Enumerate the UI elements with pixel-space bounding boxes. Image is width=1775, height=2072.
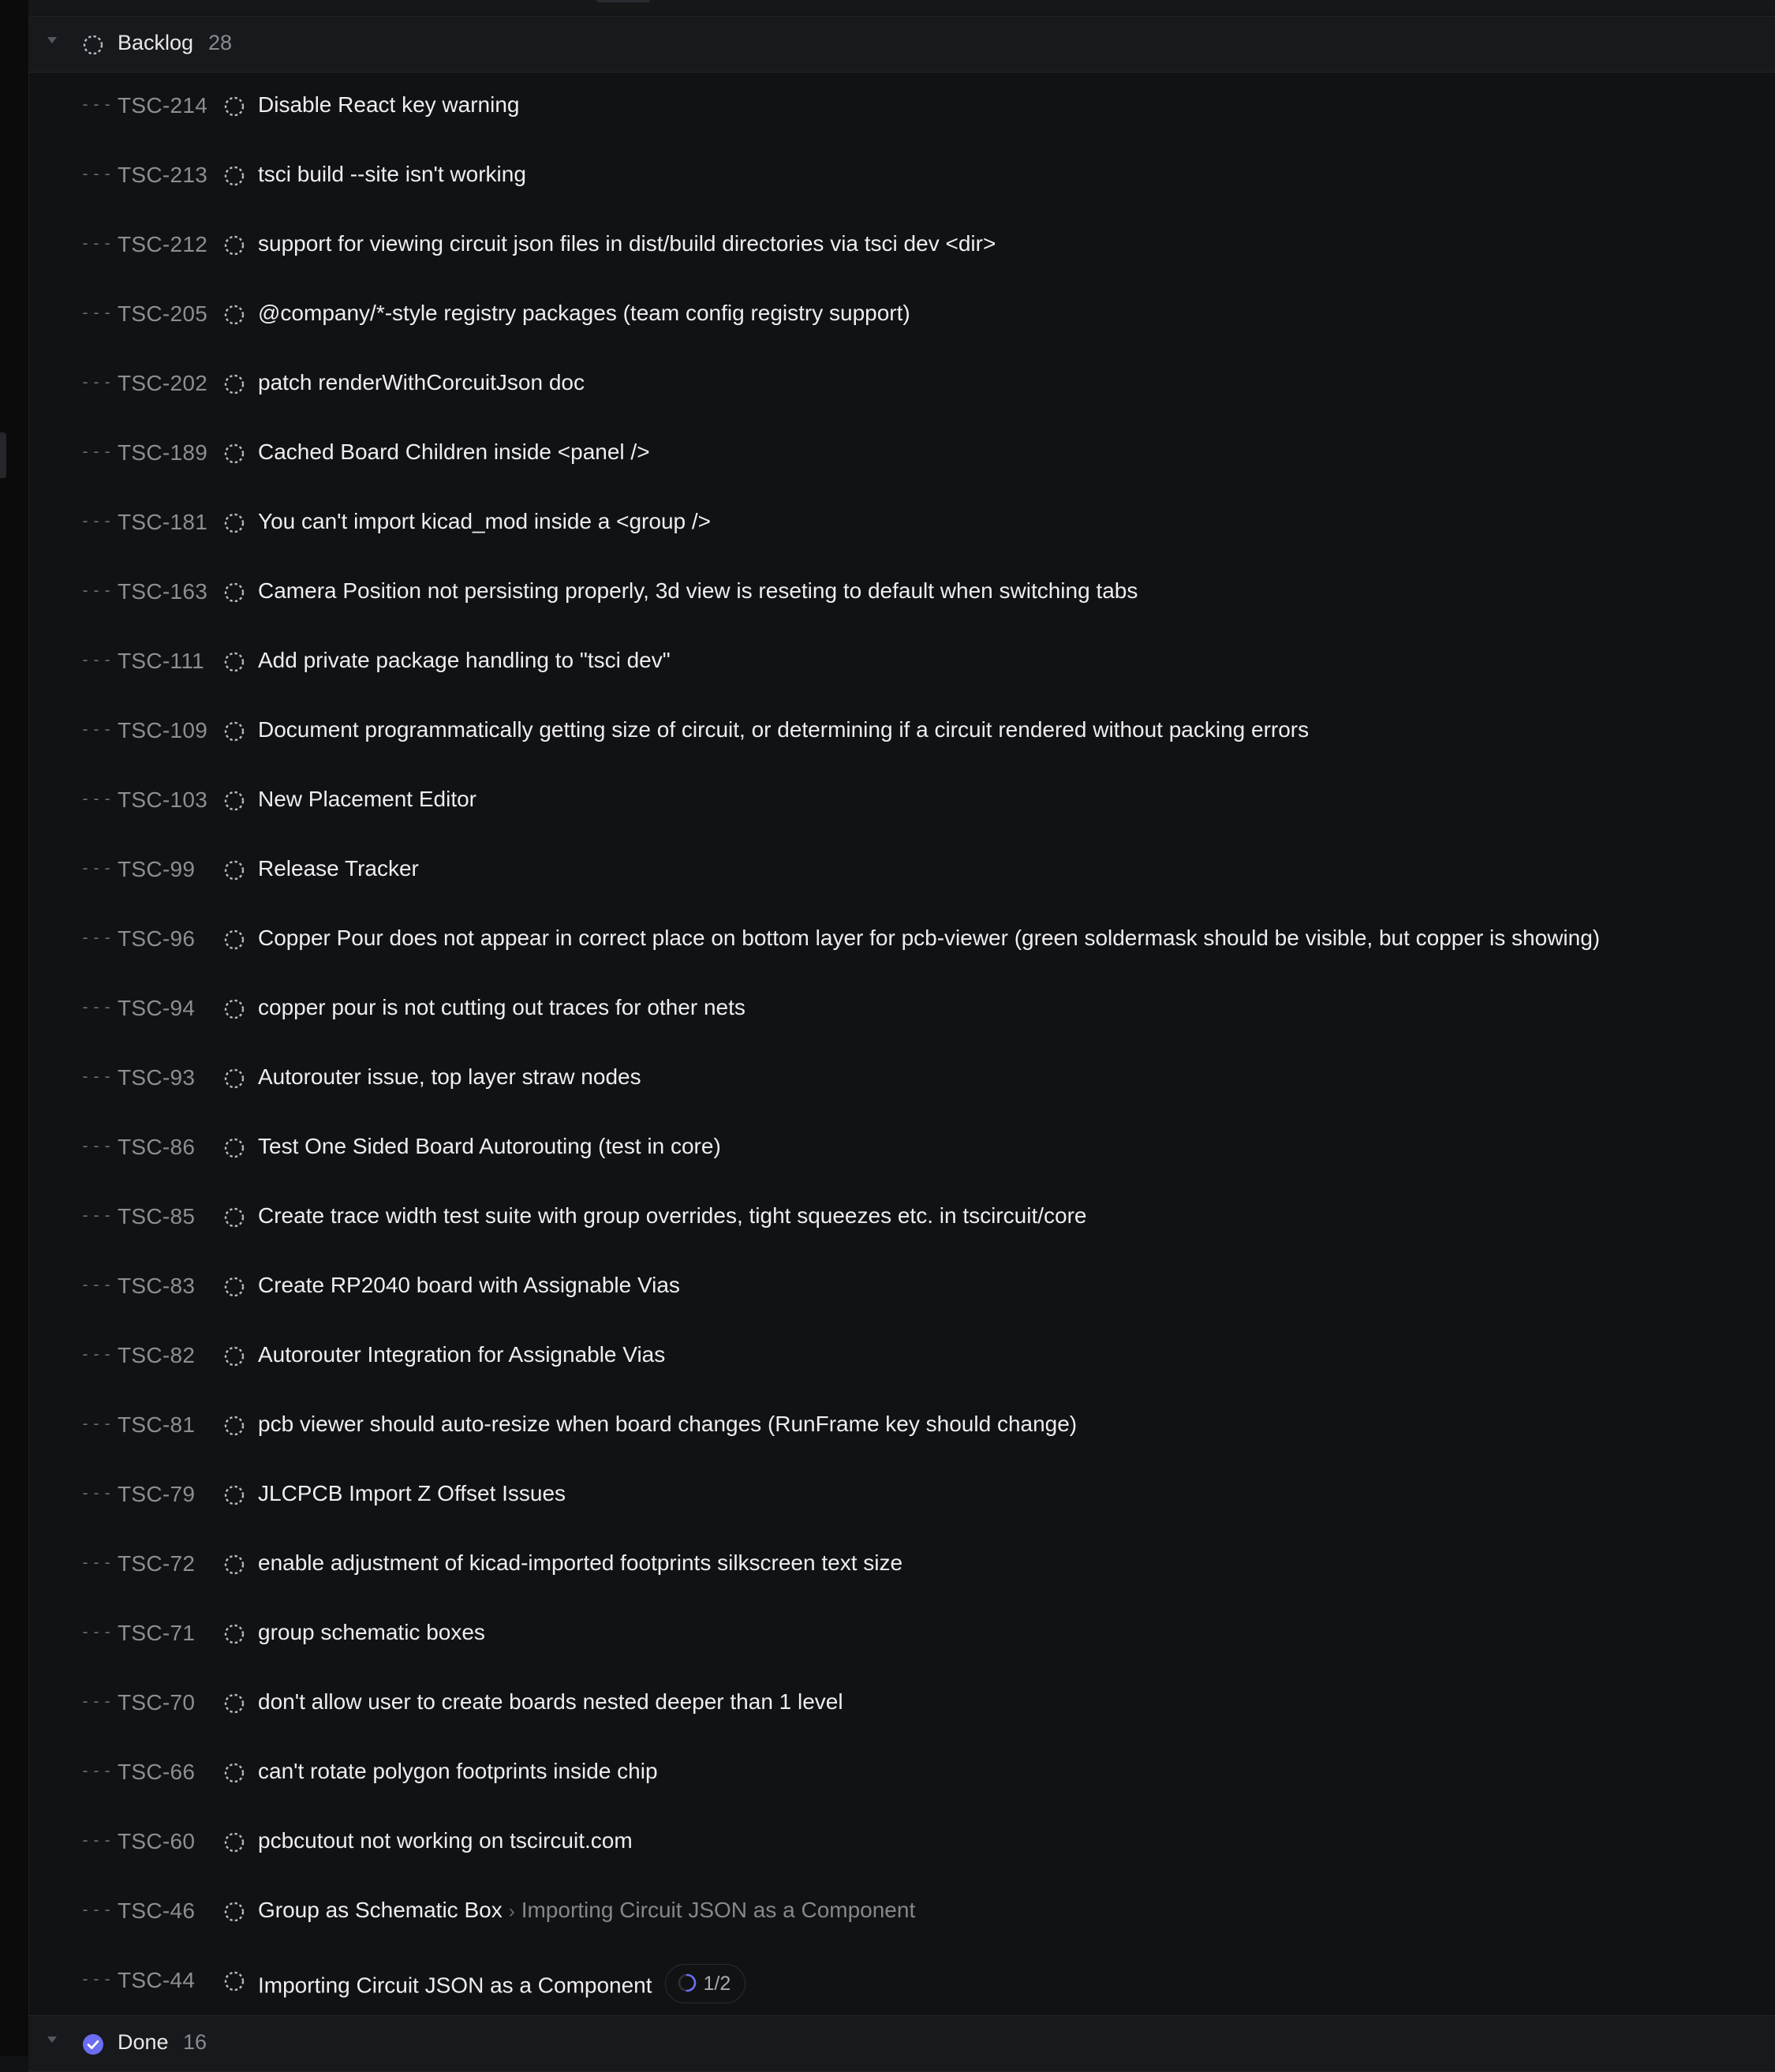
issue-row[interactable]: --- TSC-60 pcbcutout not working on tscircuit.com [80,1828,633,1853]
issue-identifier: TSC-79 [118,1482,196,1506]
issue-title-group[interactable] [258,648,671,673]
issue-row[interactable]: --- TSC-99 Release Tracker [80,856,419,881]
backlog-status-icon[interactable] [223,1276,245,1298]
issue-title[interactable]: Autorouter Integration for Assignable Vias [258,1342,666,1367]
sub-issues-progress-badge[interactable] [665,1964,746,2003]
group-title: Done [118,2030,169,2054]
issue-identifier: TSC-163 [118,579,208,604]
backlog-status-icon[interactable] [223,1970,245,1992]
backlog-status-icon[interactable] [223,1554,245,1576]
issue-title-group[interactable] [258,787,476,812]
issue-title-group[interactable] [258,1550,902,1576]
issue-row[interactable]: --- TSC-103 New Placement Editor [80,787,477,812]
issue-row[interactable]: --- TSC-213 tsci build --site isn't working [80,162,526,187]
issue-row[interactable]: --- TSC-111 Add private package handling to "tsci dev" [80,648,671,673]
issue-identifier: TSC-202 [118,371,208,395]
chevron-down-icon[interactable] [47,37,57,43]
issue-identifier: TSC-189 [118,440,208,465]
issue-title-group[interactable] [258,717,1309,742]
backlog-status-icon[interactable] [223,720,245,742]
issue-identifier: TSC-181 [118,510,208,534]
issue-title[interactable]: Camera Position not persisting properly, 3d view is reseting to default when switching tabs [258,578,1138,603]
issue-title[interactable]: group schematic boxes [258,1620,485,1644]
issue-row[interactable]: --- TSC-46 Group as Schematic Box › Importing Circuit JSON as a Component [80,1898,916,1923]
issue-identifier: TSC-96 [118,926,196,951]
issue-title[interactable]: Cached Board Children inside <panel /> [258,439,650,464]
issue-identifier: TSC-85 [118,1204,196,1229]
issue-row[interactable]: --- TSC-79 JLCPCB Import Z Offset Issues [80,1481,566,1506]
backlog-status-icon[interactable] [223,1484,245,1506]
issue-identifier: TSC-82 [118,1343,196,1367]
issue-title-group[interactable] [258,509,711,534]
issue-identifier: TSC-212 [118,232,208,256]
issue-title-group[interactable] [258,231,996,256]
issue-title[interactable]: Group as Schematic Box [258,1898,503,1922]
issue-title-group[interactable] [258,1342,665,1367]
issue-title-group[interactable] [258,926,1600,951]
issue-title-group[interactable] [258,1967,746,2007]
issue-title-group[interactable] [258,1481,566,1506]
sidebar-edge [0,0,29,2056]
issue-title-group[interactable] [258,856,419,881]
group-count: 16 [183,2030,207,2054]
issue-identifier: TSC-71 [118,1621,196,1645]
issue-row[interactable]: --- TSC-86 Test One Sided Board Autorouting (test in core) [80,1134,721,1159]
sub-issues-count: 1/2 [703,1973,731,1995]
issue-identifier: TSC-213 [118,163,208,187]
parent-separator: › [508,1901,515,1922]
issue-identifier: TSC-70 [118,1690,196,1715]
issue-identifier: TSC-109 [118,718,208,742]
backlog-status-icon[interactable] [223,651,245,673]
issue-identifier: TSC-81 [118,1412,196,1437]
issue-title[interactable]: Document programmatically getting size of circuit, or determining if a circuit rendered without packing errors [258,717,1310,742]
issue-identifier: TSC-93 [118,1065,196,1090]
issue-rows [28,71,1775,2015]
list-top-bar [28,0,1775,14]
issue-title[interactable]: Copper Pour does not appear in correct place on bottom layer for pcb-viewer (green soldermask should be visible, but copper is showing) [258,926,1601,950]
issue-title[interactable]: Create trace width test suite with group overrides, tight squeezes etc. in tscircuit/core [258,1203,1087,1228]
issue-row[interactable]: --- TSC-96 Copper Pour does not appear in correct place on bottom layer for pcb-viewer (green soldermask should be visible, but copper is showing) [80,926,1601,951]
group-count: 28 [208,31,233,54]
backlog-status-icon[interactable] [223,304,245,326]
issue-identifier: TSC-46 [118,1898,196,1923]
issue-identifier: TSC-66 [118,1760,196,1784]
issue-row[interactable]: --- TSC-212 support for viewing circuit json files in dist/build directories via tsci dev <dir> [80,231,996,256]
scroll-indicator [596,0,650,2]
issue-title-group[interactable] [258,370,585,395]
issue-title-group[interactable] [258,1620,485,1645]
issue-row[interactable]: --- TSC-71 group schematic boxes [80,1620,485,1645]
done-status-icon [82,2033,104,2055]
issue-title-group[interactable] [258,1412,1077,1437]
issue-row[interactable]: --- TSC-44 Importing Circuit JSON as a Component 1/2 [28,1946,1775,2015]
backlog-status-icon [82,34,104,56]
issue-row[interactable]: --- TSC-205 @company/*-style registry packages (team config registry support) [80,301,910,326]
issue-row[interactable]: --- TSC-82 Autorouter Integration for Assignable Vias [80,1342,666,1367]
group-header-backlog[interactable] [28,16,1775,73]
issue-row[interactable]: --- TSC-214 Disable React key warning [80,92,520,118]
issue-row[interactable]: --- TSC-81 pcb viewer should auto-resize when board changes (RunFrame key should change) [80,1412,1078,1437]
issue-title-group[interactable] [258,439,650,465]
backlog-status-icon[interactable] [223,1415,245,1437]
issue-title[interactable]: @company/*-style registry packages (team config registry support) [258,301,910,325]
sidebar-resize-handle[interactable] [0,432,6,478]
issue-row[interactable]: --- TSC-181 You can't import kicad_mod inside a <group /> [80,509,711,534]
issue-row[interactable]: --- TSC-66 can't rotate polygon footprints inside chip [80,1759,658,1784]
issue-row[interactable]: --- TSC-93 Autorouter issue, top layer straw nodes [80,1064,641,1090]
issue-identifier: TSC-60 [118,1829,196,1853]
issue-title-group[interactable] [258,1898,915,1923]
issue-title[interactable]: support for viewing circuit json files in dist/build directories via tsci dev <dir> [258,231,996,256]
issue-title[interactable]: patch renderWithCorcuitJson doc [258,370,585,395]
issue-row[interactable]: --- TSC-94 copper pour is not cutting out traces for other nets [80,995,746,1020]
issue-title-group[interactable] [258,578,1138,604]
issue-row[interactable]: --- TSC-189 Cached Board Children inside <panel /> [80,439,650,465]
backlog-status-icon[interactable] [223,373,245,395]
issue-title[interactable]: JLCPCB Import Z Offset Issues [258,1481,566,1505]
issue-title[interactable]: Add private package handling to "tsci dev" [258,648,671,672]
issue-row[interactable]: --- TSC-85 Create trace width test suite with group overrides, tight squeezes etc. in tscircuit/core [80,1203,1087,1229]
issue-title[interactable]: You can't import kicad_mod inside a <group /> [258,509,711,533]
issue-identifier: TSC-99 [118,857,196,881]
issue-identifier: TSC-94 [118,996,196,1020]
issue-title-group[interactable] [258,1689,843,1715]
group-header-done[interactable] [28,2015,1775,2072]
issue-row[interactable]: --- TSC-202 patch renderWithCorcuitJson doc [80,370,585,395]
backlog-status-icon[interactable] [223,929,245,951]
backlog-status-icon[interactable] [223,1831,245,1853]
issue-row[interactable]: --- TSC-109 Document programmatically getting size of circuit, or determining if a circuit rendered without packing errors [80,717,1310,742]
issue-title-group[interactable] [258,301,910,326]
issue-title[interactable]: pcb viewer should auto-resize when board changes (RunFrame key should change) [258,1412,1078,1436]
backlog-status-icon[interactable] [223,790,245,812]
issue-identifier: TSC-83 [118,1273,196,1298]
backlog-status-icon[interactable] [223,998,245,1020]
issue-title-group[interactable] [258,1273,680,1298]
issue-title-group[interactable] [258,92,520,118]
backlog-status-icon[interactable] [223,165,245,187]
backlog-status-icon[interactable] [223,95,245,118]
issue-title-group[interactable] [258,1759,658,1784]
backlog-status-icon[interactable] [223,582,245,604]
issue-title-group[interactable] [258,162,526,187]
issue-identifier: TSC-205 [118,301,208,326]
issue-title[interactable]: Disable React key warning [258,92,520,117]
issue-title[interactable]: copper pour is not cutting out traces for other nets [258,995,746,1019]
issue-title[interactable]: enable adjustment of kicad-imported footprints silkscreen text size [258,1550,903,1575]
issue-identifier: TSC-72 [118,1551,196,1576]
issue-title[interactable]: Autorouter issue, top layer straw nodes [258,1064,641,1089]
issue-title[interactable]: Create RP2040 board with Assignable Vias [258,1273,680,1297]
issue-identifier: TSC-86 [118,1135,196,1159]
backlog-status-icon[interactable] [223,1901,245,1923]
issue-title-group[interactable] [258,1828,633,1853]
issue-title[interactable]: don't allow user to create boards nested deeper than 1 level [258,1689,843,1714]
backlog-status-icon[interactable] [223,1345,245,1367]
issue-title[interactable]: tsci build --site isn't working [258,162,526,186]
backlog-status-icon[interactable] [223,1137,245,1159]
issue-row[interactable]: --- TSC-72 enable adjustment of kicad-imported footprints silkscreen text size [80,1550,903,1576]
issue-row[interactable]: --- TSC-83 Create RP2040 board with Assignable Vias [80,1273,680,1298]
parent-issue-link[interactable]: Importing Circuit JSON as a Component [521,1898,916,1922]
issue-title[interactable]: Importing Circuit JSON as a Component [258,1973,652,1998]
issue-title[interactable]: pcbcutout not working on tscircuit.com [258,1828,633,1853]
issue-title[interactable]: Release Tracker [258,856,419,881]
issue-identifier: TSC-214 [118,93,208,118]
issue-title-group[interactable] [258,1134,721,1159]
issue-title-group[interactable] [258,1203,1086,1229]
issue-row[interactable]: --- TSC-163 Camera Position not persisting properly, 3d view is reseting to default when switching tabs [80,578,1138,604]
backlog-status-icon[interactable] [223,1762,245,1784]
group-title: Backlog [118,31,194,54]
backlog-status-icon[interactable] [223,1692,245,1715]
chevron-down-icon[interactable] [47,2036,57,2043]
issue-identifier: TSC-111 [118,649,204,673]
issue-row[interactable]: --- TSC-70 don't allow user to create boards nested deeper than 1 level [80,1689,843,1715]
issue-title-group[interactable] [258,995,746,1020]
backlog-status-icon[interactable] [223,443,245,465]
backlog-status-icon[interactable] [223,859,245,881]
backlog-status-icon[interactable] [223,234,245,256]
issue-title[interactable]: New Placement Editor [258,787,477,811]
backlog-status-icon[interactable] [223,1068,245,1090]
backlog-status-icon[interactable] [223,1623,245,1645]
issue-identifier: TSC-44 [118,1968,196,1992]
backlog-status-icon[interactable] [223,512,245,534]
progress-ring-icon [677,1973,697,1993]
backlog-status-icon[interactable] [223,1206,245,1229]
issue-title[interactable]: Test One Sided Board Autorouting (test in core) [258,1134,721,1158]
issue-identifier: TSC-103 [118,787,208,812]
issue-title-group[interactable] [258,1064,641,1090]
issue-title[interactable]: can't rotate polygon footprints inside chip [258,1759,658,1783]
